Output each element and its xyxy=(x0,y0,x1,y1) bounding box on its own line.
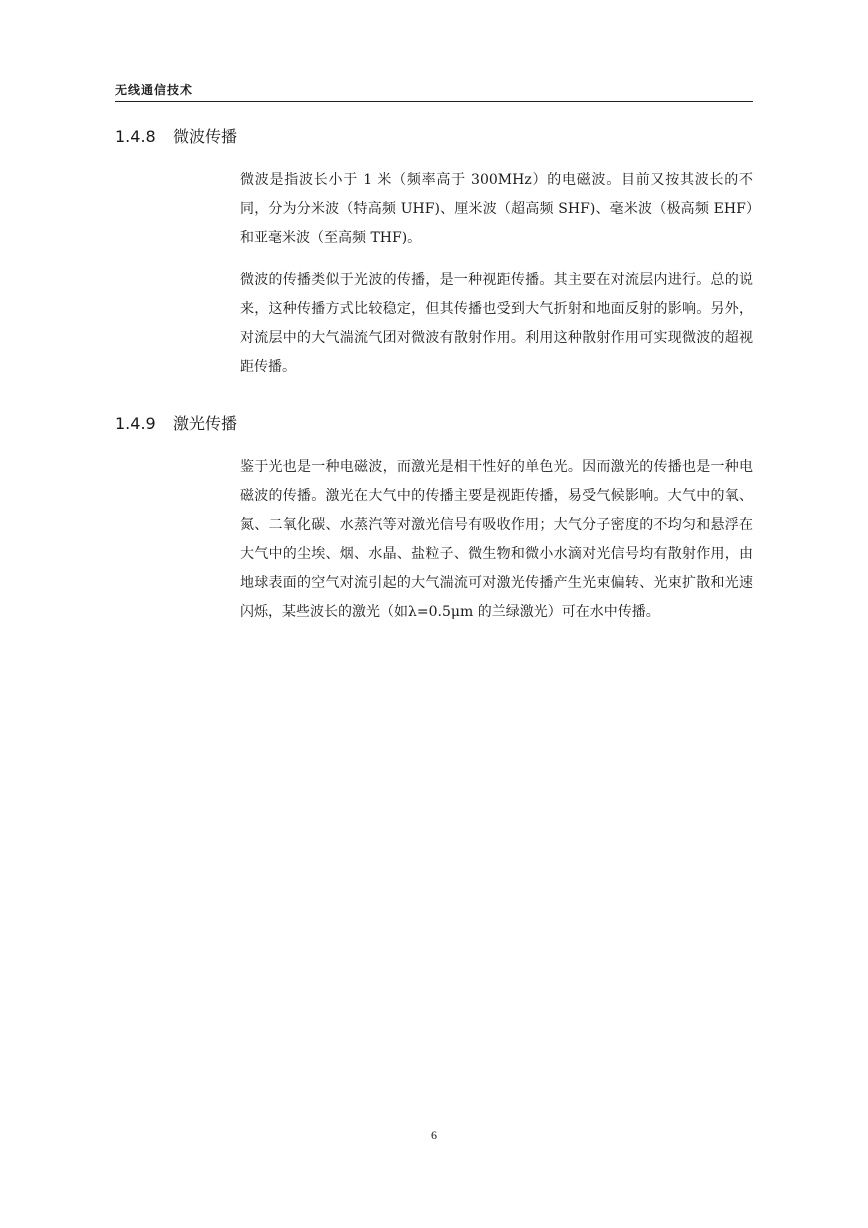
section-heading-1-4-9 xyxy=(115,414,237,434)
page-header xyxy=(115,82,753,102)
section-number: 1.4.9 xyxy=(115,414,156,433)
paragraph: 鉴于光也是一种电磁波，而激光是相干性好的单色光。因而激光的传播也是一种电磁波的传播。激光在大气中的传播主要是视距传播，易受气候影响。大气中的氧、氮、二氧化碳、水蒸汽等对激光信号有吸收作用；大气分子密度的不均匀和悬浮在大气中的尘埃、烟、水晶、盐粒子、微生物和微小水滴对光信号均有散射作用，由地球表面的空气对流引起的大气湍流可对激光传播产生光束偏转、光束扩散和光速闪烁，某些波长的激光（如λ=0.5μm 的兰绿激光）可在水中传播。 xyxy=(240,459,753,620)
header-title: 无线通信技术 xyxy=(115,83,194,97)
section-title: 激光传播 xyxy=(173,414,238,433)
paragraph: 微波是指波长小于 1 米（频率高于 300MHz）的电磁波。目前又按其波长的不同，分为分米波（特高频 UHF)、厘米波（超高频 SHF)、毫米波（极高频 EHF）和亚毫米波（至高频 THF)。 xyxy=(240,172,753,246)
section-title: 微波传播 xyxy=(173,127,238,146)
section-heading-1-4-8 xyxy=(115,127,237,147)
page-number: 6 xyxy=(431,1128,437,1142)
section-number: 1.4.8 xyxy=(115,127,156,146)
paragraph: 微波的传播类似于光波的传播，是一种视距传播。其主要在对流层内进行。总的说来，这种传播方式比较稳定，但其传播也受到大气折射和地面反射的影响。另外，对流层中的大气湍流气团对微波有散射作用。利用这种散射作用可实现微波的超视距传播。 xyxy=(240,272,753,375)
